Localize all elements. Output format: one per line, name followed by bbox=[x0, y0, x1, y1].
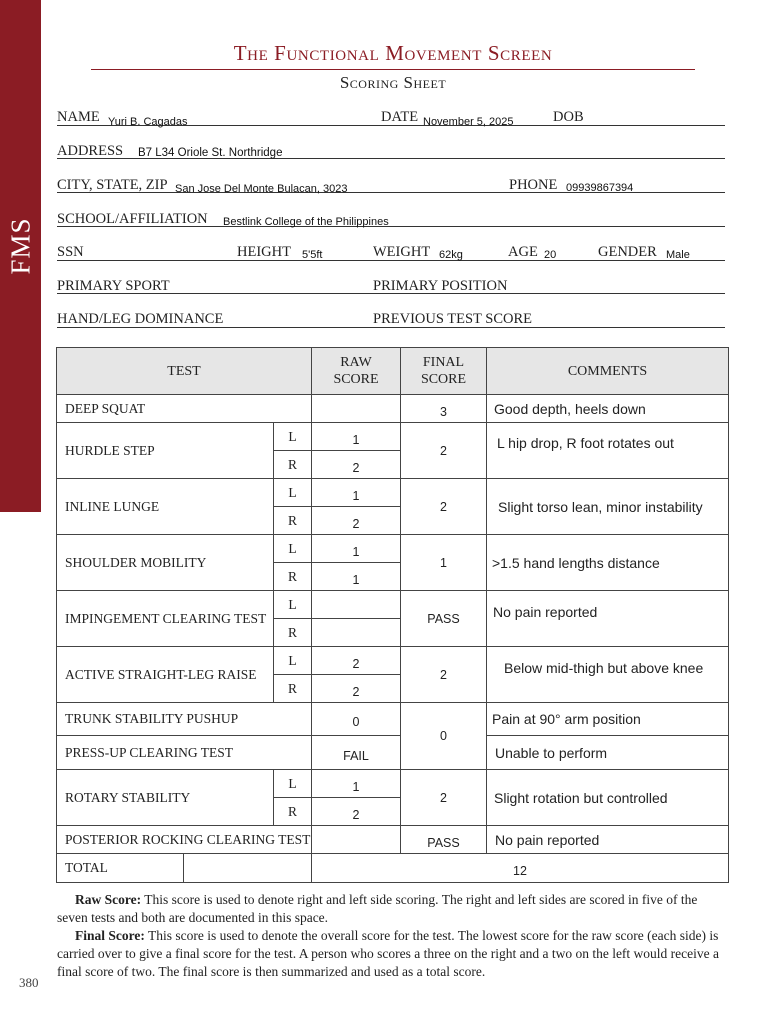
raw-score-left-hurdle-step[interactable]: 1 bbox=[311, 422, 401, 451]
raw-score-right-rotary-stability[interactable]: 2 bbox=[311, 797, 401, 826]
comment-impingement-clearing[interactable]: No pain reported bbox=[486, 590, 729, 647]
ssn-label: SSN bbox=[57, 244, 84, 260]
primary-sport-label: PRIMARY SPORT bbox=[57, 278, 170, 294]
page-title: The Functional Movement Screen bbox=[233, 41, 553, 65]
page-subtitle: Scoring Sheet bbox=[339, 73, 447, 92]
final-score-deep-squat[interactable]: 3 bbox=[400, 394, 487, 423]
final-score-trunk-stability[interactable]: 0 bbox=[400, 702, 487, 770]
page-number: 380 bbox=[19, 975, 39, 990]
header-raw-score: RAW SCORE bbox=[311, 347, 401, 395]
header-final-score: FINAL SCORE bbox=[400, 347, 487, 395]
total-score[interactable]: 12 bbox=[311, 853, 729, 883]
comment-shoulder-mobility[interactable]: >1.5 hand lengths distance bbox=[486, 534, 729, 591]
header-comments: COMMENTS bbox=[486, 347, 729, 395]
address-field[interactable]: B7 L34 Oriole St. Northridge bbox=[138, 147, 283, 159]
side-right-impingement-clearing: R bbox=[273, 618, 312, 647]
final-score-impingement-clearing[interactable]: PASS bbox=[400, 590, 487, 647]
final-score-note bbox=[57, 927, 729, 981]
raw-score-posterior-rocking-clearing[interactable] bbox=[311, 825, 401, 854]
name-field[interactable]: Yuri B. Cagadas bbox=[108, 116, 188, 128]
raw-score-left-rotary-stability[interactable]: 1 bbox=[311, 769, 401, 798]
total-blank-cell bbox=[183, 853, 312, 883]
test-name-trunk-stability-pushup: TRUNK STABILITY PUSHUP bbox=[56, 702, 312, 736]
raw-score-note bbox=[57, 891, 729, 927]
test-name-press-up-clearing: PRESS-UP CLEARING TEST bbox=[56, 735, 312, 770]
final-score-inline-lunge[interactable]: 2 bbox=[400, 478, 487, 535]
city-state-zip-label: CITY, STATE, ZIP bbox=[57, 177, 168, 193]
comment-deep-squat[interactable]: Good depth, heels down bbox=[486, 394, 729, 423]
raw-score-right-hurdle-step[interactable]: 2 bbox=[311, 450, 401, 479]
total-label: TOTAL bbox=[56, 853, 184, 883]
scoring-table bbox=[57, 348, 729, 884]
side-right-inline-lunge: R bbox=[273, 506, 312, 535]
side-left-hurdle-step: L bbox=[273, 422, 312, 451]
title-rule bbox=[91, 69, 695, 70]
raw-score-right-shoulder-mobility[interactable]: 1 bbox=[311, 562, 401, 591]
final-score-note-title: Final Score: bbox=[75, 928, 145, 943]
raw-score-deep-squat[interactable] bbox=[311, 394, 401, 423]
test-name-shoulder-mobility: SHOULDER MOBILITY bbox=[56, 534, 274, 591]
comment-inline-lunge[interactable]: Slight torso lean, minor instability bbox=[486, 478, 729, 535]
raw-score-left-inline-lunge[interactable]: 1 bbox=[311, 478, 401, 507]
school-label: SCHOOL/AFFILIATION bbox=[57, 211, 208, 227]
side-tab-label: FMS bbox=[5, 217, 36, 275]
final-score-rotary-stability[interactable]: 2 bbox=[400, 769, 487, 826]
final-score-posterior-rocking-clearing[interactable]: PASS bbox=[400, 825, 487, 854]
raw-score-trunk-stability-pushup[interactable]: 0 bbox=[311, 702, 401, 736]
side-left-active-straight-leg-raise: L bbox=[273, 646, 312, 675]
test-name-inline-lunge: INLINE LUNGE bbox=[56, 478, 274, 535]
raw-score-note-text: This score is used to denote right and left side scoring. The right and left sides are scored in five of the seven tests and both are documented in this space. bbox=[57, 892, 698, 925]
test-name-posterior-rocking-clearing: POSTERIOR ROCKING CLEARING TEST bbox=[56, 825, 312, 854]
comment-active-straight-leg-raise[interactable]: Below mid-thigh but above knee bbox=[486, 646, 729, 703]
primary-position-label: PRIMARY POSITION bbox=[373, 278, 508, 294]
previous-score-label: PREVIOUS TEST SCORE bbox=[373, 311, 532, 327]
comment-rotary-stability[interactable]: Slight rotation but controlled bbox=[486, 769, 729, 826]
test-name-rotary-stability: ROTARY STABILITY bbox=[56, 769, 274, 826]
side-right-active-straight-leg-raise: R bbox=[273, 674, 312, 703]
test-name-impingement-clearing: IMPINGEMENT CLEARING TEST bbox=[56, 590, 274, 647]
side-tab bbox=[0, 0, 41, 512]
side-right-shoulder-mobility: R bbox=[273, 562, 312, 591]
score-notes bbox=[57, 891, 729, 981]
date-field[interactable]: November 5, 2025 bbox=[423, 116, 514, 128]
city-state-zip-field[interactable]: San Jose Del Monte Bulacan, 3023 bbox=[175, 183, 348, 195]
final-score-shoulder-mobility[interactable]: 1 bbox=[400, 534, 487, 591]
date-label: DATE bbox=[381, 109, 419, 125]
final-score-note-text: This score is used to denote the overall score for the test. The lowest score for the raw score (each side) is carried over to give a final score for the test. A person who scores a three on the right and a two on the left would receive a final score of two. The final score is then summarized and used as a total score. bbox=[57, 928, 720, 979]
side-right-rotary-stability: R bbox=[273, 797, 312, 826]
raw-score-left-impingement-clearing[interactable] bbox=[311, 590, 401, 619]
side-left-shoulder-mobility: L bbox=[273, 534, 312, 563]
header-test: TEST bbox=[56, 347, 312, 395]
gender-label: GENDER bbox=[598, 244, 657, 260]
raw-score-left-active-straight-leg-raise[interactable]: 2 bbox=[311, 646, 401, 675]
phone-field[interactable]: 09939867394 bbox=[566, 182, 634, 194]
raw-score-press-up-clearing[interactable]: FAIL bbox=[311, 735, 401, 770]
dob-label: DOB bbox=[553, 109, 584, 125]
gender-field[interactable]: Male bbox=[666, 249, 690, 261]
comment-trunk-stability-pushup[interactable]: Pain at 90° arm position bbox=[486, 702, 729, 736]
name-label: NAME bbox=[57, 109, 100, 125]
raw-score-note-title: Raw Score: bbox=[75, 892, 142, 907]
height-field[interactable]: 5'5ft bbox=[302, 249, 323, 261]
final-score-active-straight-leg-raise[interactable]: 2 bbox=[400, 646, 487, 703]
height-label: HEIGHT bbox=[237, 244, 291, 260]
age-label: AGE bbox=[508, 244, 538, 260]
comment-press-up-clearing[interactable]: Unable to perform bbox=[486, 735, 729, 770]
weight-field[interactable]: 62kg bbox=[439, 249, 463, 261]
phone-label: PHONE bbox=[509, 177, 558, 193]
test-name-hurdle-step: HURDLE STEP bbox=[56, 422, 274, 479]
test-name-active-straight-leg-raise: ACTIVE STRAIGHT-LEG RAISE bbox=[56, 646, 274, 703]
side-right-hurdle-step: R bbox=[273, 450, 312, 479]
side-left-inline-lunge: L bbox=[273, 478, 312, 507]
dominance-label: HAND/LEG DOMINANCE bbox=[57, 311, 224, 327]
side-left-rotary-stability: L bbox=[273, 769, 312, 798]
raw-score-right-active-straight-leg-raise[interactable]: 2 bbox=[311, 674, 401, 703]
raw-score-left-shoulder-mobility[interactable]: 1 bbox=[311, 534, 401, 563]
weight-label: WEIGHT bbox=[373, 244, 431, 260]
comment-posterior-rocking-clearing[interactable]: No pain reported bbox=[486, 825, 729, 854]
address-label: ADDRESS bbox=[57, 143, 124, 159]
final-score-hurdle-step[interactable]: 2 bbox=[400, 422, 487, 479]
comment-hurdle-step[interactable]: L hip drop, R foot rotates out bbox=[486, 422, 729, 479]
age-field[interactable]: 20 bbox=[544, 249, 557, 261]
raw-score-right-inline-lunge[interactable]: 2 bbox=[311, 506, 401, 535]
side-left-impingement-clearing: L bbox=[273, 590, 312, 619]
test-name-deep-squat: DEEP SQUAT bbox=[56, 394, 312, 423]
school-field[interactable]: Bestlink College of the Philippines bbox=[223, 216, 389, 228]
raw-score-right-impingement-clearing[interactable] bbox=[311, 618, 401, 647]
